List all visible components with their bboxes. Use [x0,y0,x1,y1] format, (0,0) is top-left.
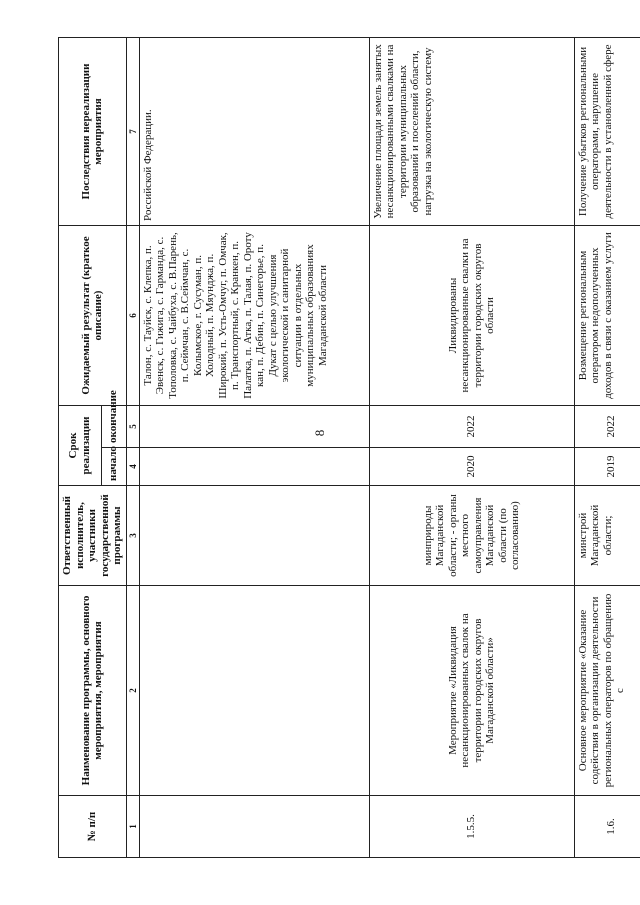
header-end: окончание [101,405,126,447]
table-row [369,37,574,857]
row-end: 2022 [574,405,640,447]
row-start: 2020 [369,448,574,486]
table-wrapper [58,38,626,858]
row-start: 2019 [574,448,640,486]
row-num: 1.5.5. [369,796,574,858]
column-number: 4 [126,448,139,486]
page-number: 8 [312,429,327,437]
header-row [59,37,102,857]
row-name [139,586,369,796]
header-executor: Ответственный исполнитель, участники государственной программы [59,486,127,586]
row-start [139,448,369,486]
column-number: 1 [126,796,139,858]
header-name: Наименование программы, основного мероприятия, мероприятия [59,586,127,796]
header-start: начало [101,448,126,486]
row-result: Ликвидированы несанкционированные свалки на территории городских округов области [369,225,574,405]
row-name: Основное мероприятие «Оказание содействия в организации деятельности региональных операторов по обращению с [574,586,640,796]
row-consequence: Получение убытков региональными операторами, нарушение деятельности в установленной сфере [574,37,640,225]
column-number: 3 [126,486,139,586]
row-consequence: Российской Федерации. [139,37,369,225]
row-executor [139,486,369,586]
row-end: 2022 [369,405,574,447]
program-table [58,37,640,858]
header-num: № п/п [59,796,127,858]
row-result: Талон, с. Тауйск, с. Клепка, п. Эвенск, с. Гижига, с. Гарманда, с. Тополовка, с. Чайбуха, с. В.Парень, п. Сеймчан, с. В.Сеймчан, с. Колымское, г. Сусуман, п. Холодный, п. Мяунджа, п. Широкий, п. Усть-Омчуг, п. Омчак, п. Транспортный, с. Кранкен, п. Палатка, п. Атка, п. Талая, п. Ороту кан, п. Дебин, п. Синегорье, п. Дукат с целью улучшения экологической и санитарной ситуации в отдельных муниципальных образованиях Магаданской области [139,225,369,405]
column-number: 2 [126,586,139,796]
row-end [139,405,369,447]
table-row [139,37,369,857]
header-consequence: Последствия нереализации мероприятия [59,37,127,225]
row-name: Мероприятие «Ликвидация несанкционированных свалок на территории городских округов Магаданской области» [369,586,574,796]
row-executor: минстрой Магаданской области; [574,486,640,586]
row-num [139,796,369,858]
row-result: Возмещение региональным оператором недополученных доходов в связи с оказанием услуги [574,225,640,405]
row-num: 1.6. [574,796,640,858]
column-number: 5 [126,405,139,447]
row-consequence: Увеличение площади земель занятых несанкционированными свалками на территории муниципальных образований и поселений области, нагрузка на экологическую систему [369,37,574,225]
column-number: 6 [126,225,139,405]
header-result: Ожидаемый результат (краткое описание) [59,225,127,405]
row-executor: минприроды Магаданской области; - органы местного самоуправления Магаданской области (по согласованию) [369,486,574,586]
column-number-row [126,37,139,857]
header-period: Срок реализации [59,405,102,485]
column-number: 7 [126,37,139,225]
table-row [574,37,640,857]
